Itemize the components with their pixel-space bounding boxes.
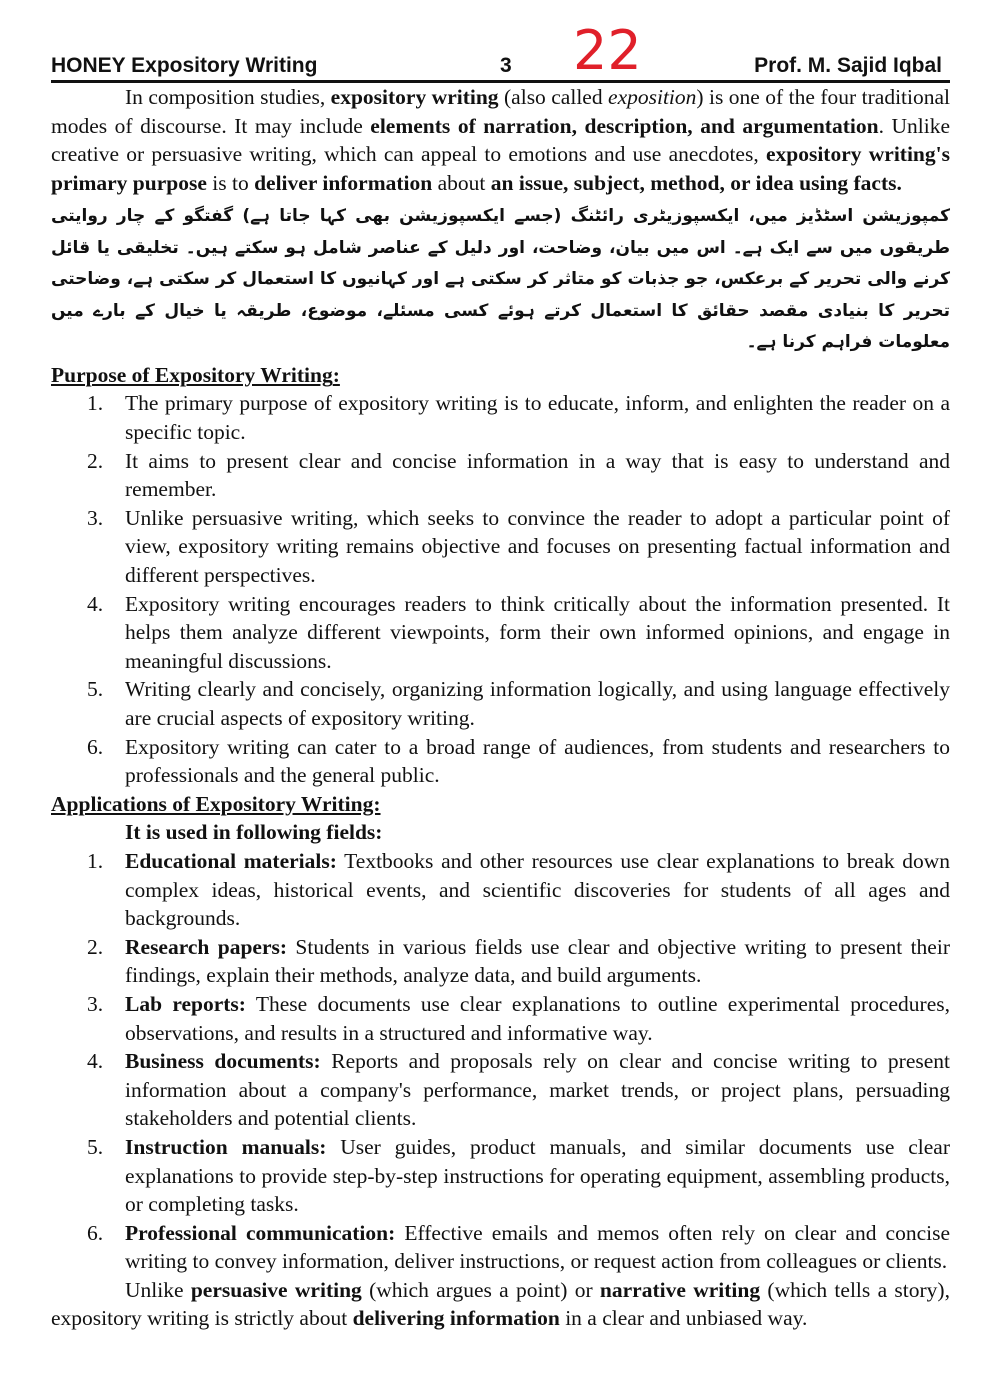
item-text: Unlike persuasive writing, which seeks to convince the reader to adopt a particular point of view, expository writing remains objective and focuses on presenting factual information and different perspectives. xyxy=(125,505,950,588)
item-number: 3. xyxy=(87,991,104,1016)
applications-list xyxy=(51,847,950,1276)
document-page xyxy=(51,0,950,1333)
intro-paragraph xyxy=(51,83,950,197)
item-number: 6. xyxy=(87,734,104,759)
item-text: It aims to present clear and concise information in a way that is easy to understand and remember. xyxy=(125,448,950,502)
item-number: 2. xyxy=(87,934,104,959)
item-text: Textbooks and other resources use clear explanations to break down complex ideas, historical events, and scientific discoveries for students of all ages and backgrounds. xyxy=(125,848,950,931)
item-label: Business documents: xyxy=(125,1049,321,1074)
header-page-number: 3 xyxy=(500,54,512,77)
bold-text: elements of narration, description, and argumentation xyxy=(370,113,879,138)
page-header xyxy=(51,0,950,83)
list-item xyxy=(51,990,950,1047)
bold-text: an issue, subject, method, or idea using facts. xyxy=(490,170,902,195)
purpose-heading xyxy=(51,361,950,390)
text: is to xyxy=(206,170,255,195)
item-text: Effective emails and memos often rely on clear and concise writing to convey information, deliver instructions, or request action from colleagues or clients. xyxy=(125,1220,950,1274)
heading-colon: : xyxy=(332,362,340,387)
item-text: Students in various fields use clear and objective writing to present their findings, explain their methods, analyze data, and build arguments. xyxy=(125,934,950,988)
item-label: Lab reports: xyxy=(125,991,246,1016)
italic-text: exposition xyxy=(608,85,697,109)
applications-subheading: It is used in following fields: xyxy=(125,820,383,845)
item-text: Expository writing can cater to a broad range of audiences, from students and researchers to professionals and the general public. xyxy=(125,734,950,788)
applications-heading: Applications of Expository Writing: xyxy=(51,791,381,816)
bold-text: delivering information xyxy=(352,1306,560,1331)
bold-text: persuasive writing xyxy=(190,1277,362,1302)
item-label: Instruction manuals: xyxy=(125,1134,327,1159)
document-body xyxy=(51,83,950,1333)
item-number: 2. xyxy=(87,448,104,473)
text: In composition studies, xyxy=(125,85,331,109)
item-text: Expository writing encourages readers to think critically about the information presented. It helps them analyze different viewpoints, form their own informed opinions, and engage in meaningful discussions. xyxy=(125,591,950,673)
header-author: Prof. M. Sajid Iqbal xyxy=(754,54,942,77)
list-item xyxy=(51,1133,950,1219)
text: in a clear and unbiased way. xyxy=(559,1306,808,1331)
item-number: 4. xyxy=(87,1049,104,1074)
urdu-translation: کمپوزیشن اسٹڈیز میں، ایکسپوزیٹری رائٹنگ (جسے ایکسپوزیشن بھی کہا جاتا ہے) گفتگو کے چار روایتی طریقوں میں سے ایک ہے۔ اس میں بیان، وضاحت، اور دلیل کے عناصر شامل ہو سکتے ہیں۔ تخلیقی یا قائل کرنے والی تحریر کے برعکس، جو جذبات کو متاثر کر سکتی ہے اور کہانیوں کا استعمال کر سکتی ہے، وضاحتی تحریر کا بنیادی مقصد حقائق کا استعمال کرتے ہوئے کسی مسئلے، موضوع، طریقہ یا خیال کے بارے میں معلومات فراہم کرنا ہے۔ xyxy=(51,206,950,353)
item-text: The primary purpose of expository writing is to educate, inform, and enlighten the reader on a specific topic. xyxy=(125,391,950,445)
item-label: Educational materials: xyxy=(125,848,337,873)
item-number: 3. xyxy=(87,505,104,530)
list-item xyxy=(51,504,950,590)
list-item xyxy=(51,847,950,933)
list-item xyxy=(51,733,950,790)
text: Unlike xyxy=(125,1277,191,1302)
item-text: User guides, product manuals, and similar documents use clear explanations to provide step-by-step instructions for operating equipment, assembling products, or completing tasks. xyxy=(125,1134,950,1217)
item-number: 1. xyxy=(87,391,104,416)
item-label: Professional communication: xyxy=(125,1220,396,1245)
header-title: HONEY Expository Writing xyxy=(51,54,318,77)
item-text: Writing clearly and concisely, organizing information logically, and using language effectively are crucial aspects of expository writing. xyxy=(125,677,950,730)
list-item xyxy=(51,933,950,990)
text: (which argues a point) or xyxy=(361,1277,600,1302)
text: ) is one of the four traditional modes of discourse. It may include xyxy=(51,85,951,138)
bold-text: expository writing xyxy=(330,85,499,109)
item-number: 5. xyxy=(87,677,104,702)
item-text: Reports and proposals rely on clear and concise writing to present information about a company's performance, market trends, or project plans, persuading stakeholders and potential clients. xyxy=(125,1049,950,1131)
list-item xyxy=(51,389,950,446)
bold-text: narrative writing xyxy=(599,1277,761,1302)
item-number: 5. xyxy=(87,1134,104,1159)
closing-paragraph xyxy=(51,1276,950,1333)
list-item xyxy=(51,447,950,504)
list-item xyxy=(51,1047,950,1133)
list-item xyxy=(51,590,950,676)
item-text: These documents use clear explanations to outline experimental procedures, observations, and results in a structured and informative way. xyxy=(125,991,950,1045)
header-big-number: 22 xyxy=(573,19,642,82)
list-item xyxy=(51,675,950,732)
text: about xyxy=(432,170,491,195)
item-number: 4. xyxy=(87,591,104,616)
item-number: 1. xyxy=(87,848,104,873)
text: . Unlike creative or persuasive writing, which can appeal to emotions and use anecdotes, xyxy=(51,113,950,167)
item-label: Research papers: xyxy=(125,934,288,959)
text: (which tells a story), expository writing is strictly about xyxy=(51,1277,950,1331)
list-item xyxy=(51,1219,950,1276)
bold-text: deliver information xyxy=(254,170,433,195)
purpose-list xyxy=(51,389,950,789)
item-number: 6. xyxy=(87,1220,104,1245)
bold-text: expository writing's primary purpose xyxy=(51,142,950,195)
heading-text: Purpose of Expository Writing xyxy=(51,362,333,387)
text: (also called xyxy=(498,85,609,109)
